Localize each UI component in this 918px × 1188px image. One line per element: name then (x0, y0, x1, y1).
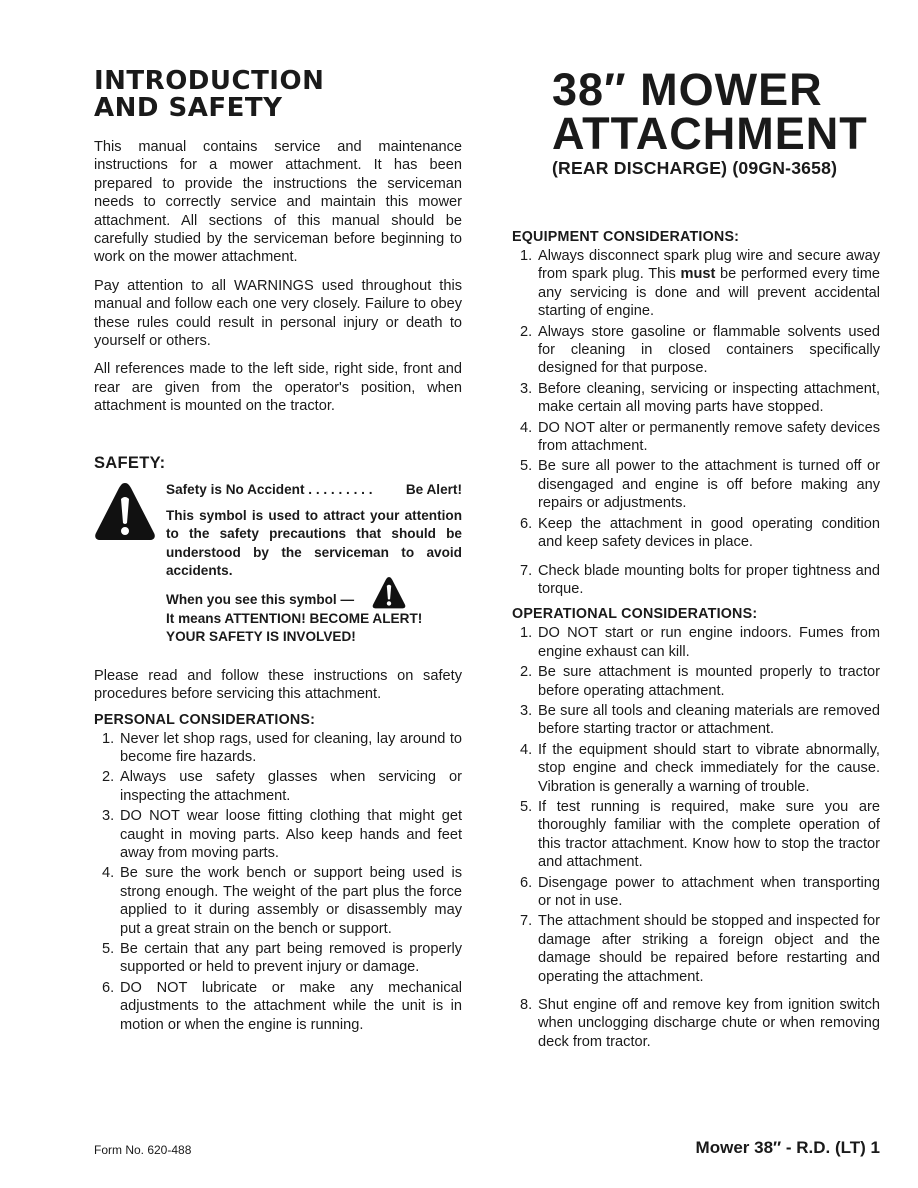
list-item (94, 768, 462, 805)
list-item (512, 624, 880, 661)
list-item (512, 380, 880, 417)
intro-title-line1: INTRODUCTION (94, 66, 325, 96)
list-item (512, 874, 880, 911)
item-text: If the equipment should start to vibrate abnormally, stop engine and check immediately for the cause. Vibration is generally a warning of trouble. (538, 741, 880, 795)
right-column (512, 64, 880, 1053)
item-number: 1. (520, 625, 533, 642)
item-number: 3. (520, 702, 533, 719)
item-text: Always use safety glasses when servicing or inspecting the attachment. (120, 769, 462, 804)
item-text: Disengage power to attachment when transporting or not in use. (538, 874, 880, 909)
item-text: Be sure the work bench or support being used is strong enough. The weight of the part plus the force applied to it during assembly or disassembly may put a great strain on the bench or support. (120, 865, 462, 937)
warnings-paragraph: Pay attention to all WARNINGS used throughout this manual and follow each one very closely. Failure to obey these rules could result in personal injury or death to yourself or others. (94, 277, 462, 350)
safety-heading: SAFETY: (94, 453, 166, 472)
emphasis-must: must (680, 266, 716, 283)
item-text: If test running is required, make sure you are thoroughly familiar with the complete operation of this tractor attachment. Know how to stop the tractor and attachment. (538, 798, 880, 871)
item-text: DO NOT lubricate or make any mechanical adjustments to the attachment while the unit is in motion or when the engine is running. (120, 979, 462, 1033)
item-number: 4. (520, 741, 533, 758)
form-number: Form No. 620-488 (94, 1143, 192, 1157)
safety-slogan (166, 481, 462, 499)
item-text: Check blade mounting bolts for proper tightness and torque. (538, 562, 880, 597)
item-text: DO NOT start or run engine indoors. Fumes from engine exhaust can kill. (538, 625, 880, 660)
list-item (512, 996, 880, 1051)
list-item (94, 807, 462, 862)
item-text: Shut engine off and remove key from ignition switch when unclogging discharge chute or when removing deck from tractor. (538, 997, 880, 1050)
item-text: Keep the attachment in good operating condition and keep safety devices in place. (538, 515, 880, 551)
item-number: 6. (102, 979, 115, 996)
warning-triangle-icon (94, 481, 156, 543)
item-text: The attachment should be stopped and inspected for damage after striking a foreign object and the damage should be repaired before restarting and operating the attachment. (538, 913, 880, 985)
item-text: DO NOT wear loose fitting clothing that might get caught in moving parts. Also keep hands and feet away from moving parts. (120, 808, 462, 862)
model-subtitle: (REAR DISCHARGE) (09GN-3658) (552, 158, 838, 178)
item-number: 2. (520, 664, 533, 681)
symbol-explanation: This symbol is used to attract your attention to the safety precautions that should be understood by the serviceman to avoid accidents. (166, 507, 462, 578)
item-text: Before cleaning, servicing or inspecting attachment, make certain all moving parts have stopped. (538, 380, 880, 416)
item-text: DO NOT alter or permanently remove safety devices from attachment. (538, 419, 880, 455)
mower-title-line1: 38″ MOWER (552, 64, 823, 115)
list-item (512, 798, 880, 872)
item-number: 7. (520, 913, 533, 930)
item-number: 4. (102, 865, 115, 882)
list-item (512, 515, 880, 552)
list-item (94, 979, 462, 1034)
item-number: 6. (520, 515, 533, 532)
safety-involved-line: YOUR SAFETY IS INVOLVED! (166, 629, 356, 645)
personal-considerations-heading: PERSONAL CONSIDERATIONS: (94, 711, 316, 728)
slogan-be-alert: Be Alert! (405, 481, 462, 497)
operational-considerations-list (512, 624, 880, 1051)
when-text: When you see this symbol — (166, 592, 355, 608)
list-item (512, 457, 880, 512)
list-item (512, 741, 880, 796)
slogan-text: Safety is No Accident . . . . . . . . . (166, 481, 373, 497)
safety-notice (94, 481, 462, 647)
item-text: Be certain that any part being removed is properly supported or held to prevent injury or damage. (120, 941, 462, 976)
item-number: 4. (520, 419, 533, 436)
equipment-considerations-heading: EQUIPMENT CONSIDERATIONS: (512, 229, 740, 245)
list-item (512, 562, 880, 599)
item-text: be performed every time any servicing is done and will prevent accidental starting of engine. (538, 266, 880, 320)
item-number: 3. (102, 808, 115, 825)
item-number: 7. (520, 562, 533, 579)
item-number: 6. (520, 874, 533, 891)
list-item (94, 864, 462, 938)
item-text: Be sure all tools and cleaning materials are removed before starting tractor or attachment. (538, 702, 880, 738)
list-item (512, 323, 880, 378)
operational-considerations-heading: OPERATIONAL CONSIDERATIONS: (512, 606, 758, 623)
item-number: 5. (520, 798, 533, 815)
warning-triangle-small-icon (372, 576, 406, 610)
list-item (512, 663, 880, 700)
please-read-paragraph: Please read and follow these instructions on safety procedures before servicing this attachment. (94, 667, 462, 703)
mower-title-line2: ATTACHMENT (552, 108, 868, 159)
item-number: 5. (520, 458, 533, 475)
references-paragraph: All references made to the left side, right side, front and rear are given from the operator's position, when attachment is mounted on the tractor. (94, 361, 462, 415)
list-item (94, 730, 462, 767)
list-item (512, 912, 880, 986)
item-text: Be sure all power to the attachment is turned off or disengaged and engine is off before making any repairs or adjustments. (538, 458, 880, 512)
item-number: 8. (520, 997, 533, 1014)
item-number: 5. (102, 941, 115, 958)
item-number: 3. (520, 380, 533, 397)
page-label: Mower 38″ - R.D. (LT) 1 (695, 1138, 880, 1157)
attention-line: It means ATTENTION! BECOME ALERT! (166, 611, 423, 627)
intro-paragraph: This manual contains service and maintenance instructions for a mower attachment. It has been prepared to provide the instructions the serviceman needs to correctly service and maintain this mower attachment. All sections of this manual should be carefully studied by the serviceman before beginning to work on the mower attachment. (94, 139, 462, 266)
list-item (512, 247, 880, 321)
item-number: 2. (520, 323, 533, 340)
left-column (94, 68, 462, 1036)
list-item (94, 940, 462, 977)
equipment-considerations-list (512, 247, 880, 598)
item-number: 1. (102, 730, 115, 747)
when-you-see-line (166, 576, 462, 610)
list-item (512, 419, 880, 456)
item-text: Always store gasoline or flammable solvents used for cleaning in closed containers specifically designed for that purpose. (538, 323, 880, 377)
intro-title (94, 68, 462, 122)
item-number: 2. (102, 769, 115, 786)
list-item (512, 702, 880, 739)
item-text: Always disconnect spark plug wire and secure away from spark plug. This (538, 248, 880, 283)
item-text: Never let shop rags, used for cleaning, lay around to become fire hazards. (120, 730, 462, 765)
mower-title (512, 64, 880, 159)
personal-considerations-list (94, 730, 462, 1035)
intro-title-line2: AND SAFETY (94, 93, 283, 123)
item-number: 1. (520, 248, 533, 264)
item-text: Be sure attachment is mounted properly to tractor before operating attachment. (538, 664, 880, 699)
